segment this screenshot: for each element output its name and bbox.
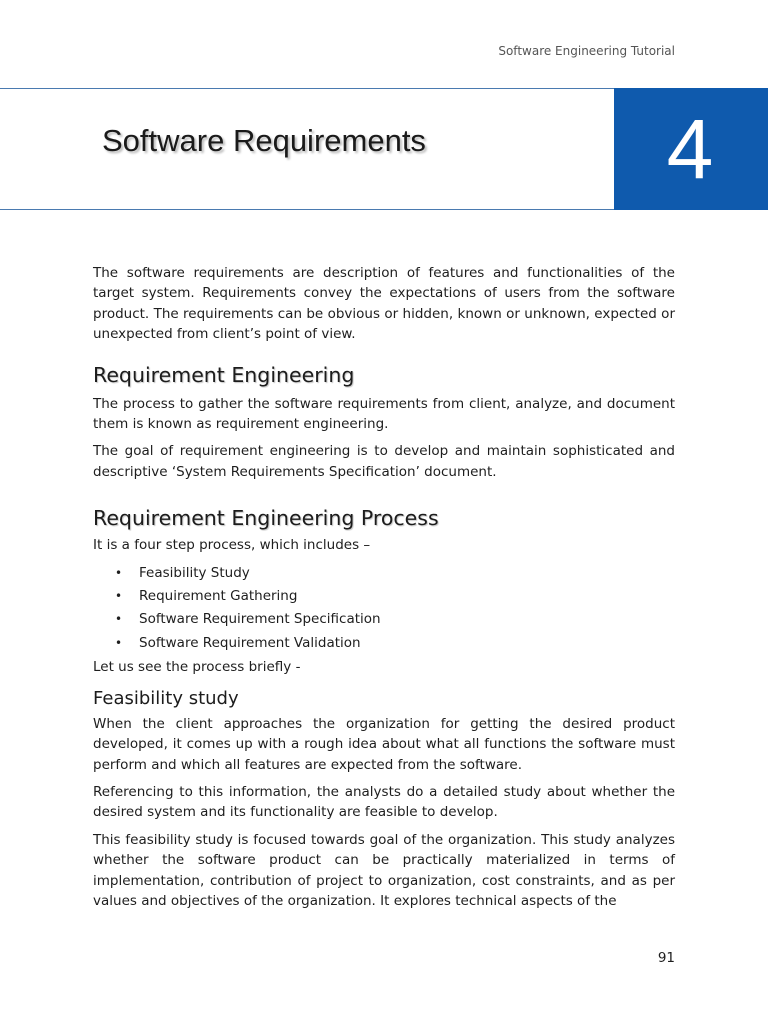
bullet-icon: • [115, 612, 123, 627]
requirement-engineering-paragraph-2: The goal of requirement engineering is to develop and maintain sophisticated and descriptive ‘System Requirements Specification’ document. [93, 443, 675, 480]
list-item [93, 632, 675, 655]
subsection-heading-feasibility-study: Feasibility study [93, 687, 239, 709]
feasibility-paragraph-2: Referencing to this information, the analysts do a detailed study about whether the desired system and its functionality are feasible to develop. [93, 783, 675, 821]
requirement-engineering-paragraph-1: The process to gather the software requirements from client, analyze, and document them is known as requirement engineering. [93, 395, 675, 433]
section-heading-requirement-engineering: Requirement Engineering [93, 362, 355, 387]
list-item [93, 562, 675, 585]
list-item [93, 585, 675, 608]
page-number: 91 [657, 950, 675, 966]
chapter-title: Software Requirements [102, 123, 426, 158]
chapter-number-box [614, 88, 768, 210]
bullet-icon: • [115, 635, 123, 650]
feasibility-paragraph-3: This feasibility study is focused towards goal of the organization. This study analyzes whether the software product can be practically materialized in terms of implementation, contribution of project to organization, cost constraints, and as per values and objectives of the organization. It explores technical aspects of the [93, 831, 675, 909]
step-label: Feasibility Study [139, 564, 250, 581]
chapter-banner [0, 88, 768, 210]
bullet-icon: • [115, 589, 123, 604]
process-steps-list [93, 562, 675, 656]
running-header: Software Engineering Tutorial [498, 44, 675, 58]
step-label: Software Requirement Validation [139, 634, 361, 651]
intro-paragraph: The software requirements are description of features and functionalities of the target system. Requirements convey the expectations of users from the software product. The requirements can be obvious or hidden, known or unknown, expected or unexpected from client’s point of view. [93, 265, 675, 343]
step-label: Requirement Gathering [139, 588, 298, 605]
process-outro: Let us see the process briefly - [93, 659, 301, 676]
bullet-icon: • [115, 565, 123, 580]
step-label: Software Requirement Specification [139, 611, 381, 628]
section-heading-requirement-engineering-process: Requirement Engineering Process [93, 506, 439, 531]
list-item [93, 608, 675, 631]
chapter-number: 4 [666, 102, 714, 196]
feasibility-paragraph-1: When the client approaches the organization for getting the desired product developed, it comes up with a rough idea about what all functions the software must perform and which all features are expected from the software. [93, 715, 675, 773]
page-body [93, 263, 675, 918]
process-intro: It is a four step process, which includes – [93, 537, 371, 554]
